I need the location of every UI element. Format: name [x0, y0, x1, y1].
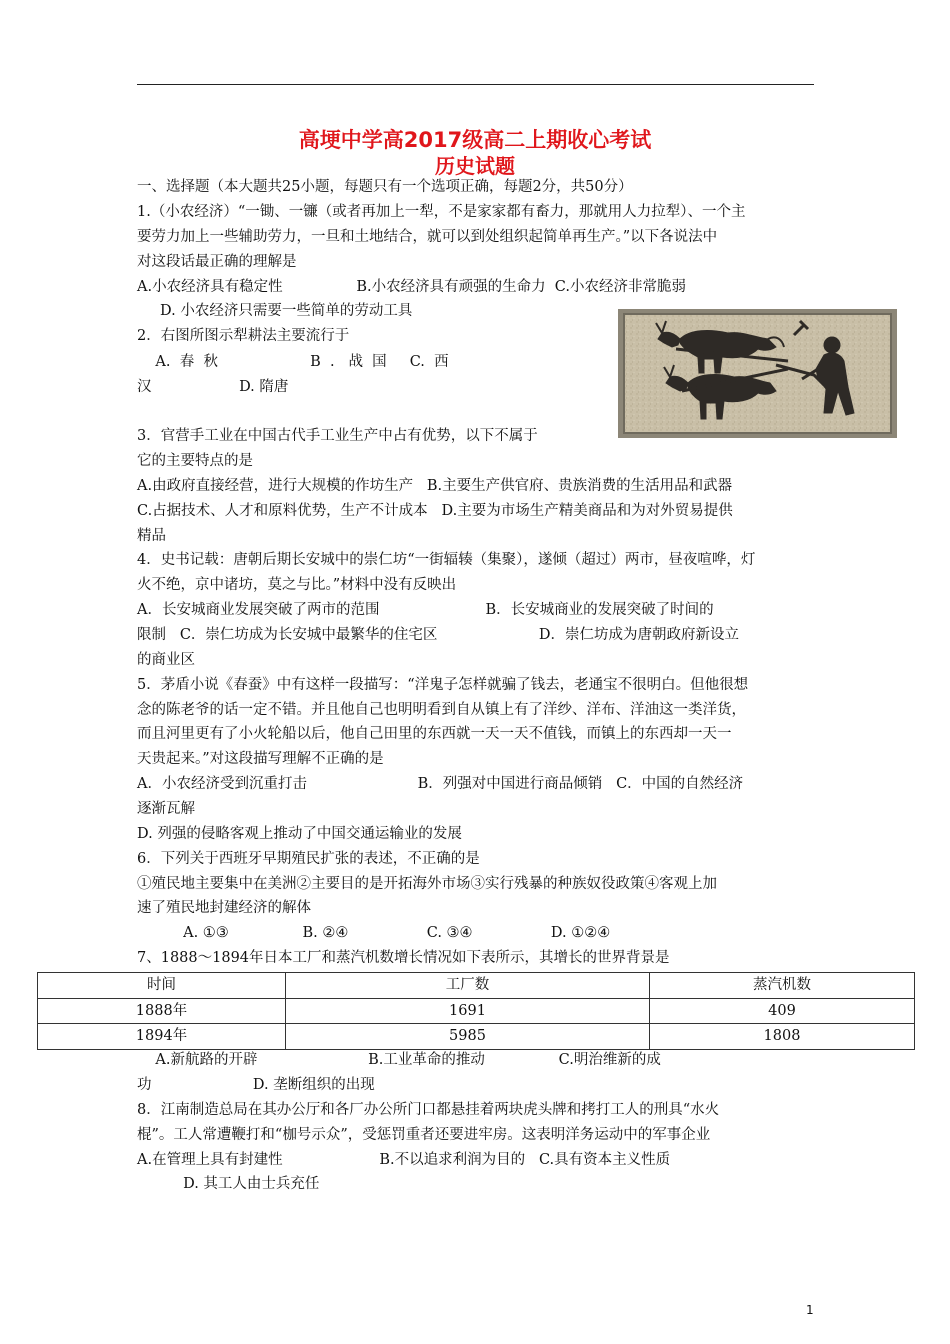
question-8-options-1: A.在管理上具有封建性 B.不以追求利润为目的 C.具有资本主义性质	[137, 1152, 671, 1168]
table-cell: 409	[768, 1003, 796, 1019]
table-header-row	[38, 973, 914, 998]
table-cell: 5985	[449, 1028, 486, 1044]
question-1-options-2: D. 小农经济只需要一些简单的劳动工具	[137, 303, 413, 319]
question-1-line-3: 对这段话最正确的理解是	[137, 254, 297, 270]
question-1-line-1: 1.（小农经济）“一锄、一镰（或者再加上一犁，不是家家都有畜力，那就用人力拉犁）、一个主	[137, 204, 746, 220]
table-row	[38, 998, 914, 1024]
question-5-options-3: D. 列强的侵略客观上推动了中国交通运输业的发展	[137, 826, 462, 842]
question-6-stem: 6．下列关于西班牙早期殖民扩张的表述，不正确的是	[137, 851, 480, 867]
question-4-options-3: 的商业区	[137, 652, 195, 668]
question-3-options-1: A.由政府直接经营，进行大规模的作坊生产 B.主要生产供官府、贵族消费的生活用品和武器	[137, 478, 733, 494]
header-rule	[137, 84, 814, 85]
question-3-options-3: 精品	[137, 528, 166, 544]
exam-title: 高埂中学高2017级高二上期收心考试	[298, 128, 652, 152]
data-table	[37, 972, 915, 1050]
question-4-line-2: 火不绝，京中诸坊，莫之与比。”材料中没有反映出	[137, 577, 457, 593]
question-3-line-2: 它的主要特点的是	[137, 453, 253, 469]
question-6-statements-1: ①殖民地主要集中在美洲②主要目的是开拓海外市场③实行残暴的种族奴役政策④客观上加	[137, 876, 717, 892]
question-5-line-3: 而且河里更有了小火轮船以后，他自己田里的东西就一天一天不值钱，而镇上的东西却一天一	[137, 726, 732, 742]
question-7-stem: 7、1888～1894年日本工厂和蒸汽机数增长情况如下表所示，其增长的世界背景是	[137, 950, 670, 966]
table-cell: 1888年	[135, 1003, 188, 1019]
question-3-line-1: 3．官营手工业在中国古代手工业生产中占有优势，以下不属于	[137, 428, 538, 444]
question-2-options-1: A. 春 秋 B . 战 国 C. 西	[137, 354, 449, 370]
question-5-options-1: A．小农经济受到沉重打击 B．列强对中国进行商品倾销 C．中国的自然经济	[137, 776, 744, 792]
section-heading: 一、选择题（本大题共25小题，每题只有一个选项正确，每题2分，共50分）	[137, 179, 633, 195]
plowing-relief-image	[618, 309, 897, 438]
question-8-options-2: D. 其工人由士兵充任	[137, 1176, 320, 1192]
question-6-options: A. ①③ B. ②④ C. ③④ D. ①②④	[137, 925, 611, 941]
question-4-options-1: A．长安城商业发展突破了两市的范围 B．长安城商业的发展突破了时间的	[137, 602, 714, 618]
table-row	[38, 1023, 914, 1049]
page-number: 1	[806, 1303, 814, 1317]
table-header-cell: 时间	[147, 977, 176, 993]
question-7-options-2: 功 D. 垄断组织的出现	[137, 1077, 375, 1093]
question-1-options-1: A.小农经济具有稳定性 B.小农经济具有顽强的生命力 C.小农经济非常脆弱	[137, 279, 686, 295]
question-2-stem: 2．右图所图示犁耕法主要流行于	[137, 328, 350, 344]
question-5-line-2: 念的陈老爷的话一定不错。并且他自己也明明看到自从镇上有了洋纱、洋布、洋油这一类洋货，	[137, 702, 746, 718]
table-header-cell: 工厂数	[445, 977, 490, 993]
question-5-line-1: 5．茅盾小说《春蚕》中有这样一段描写：“洋鬼子怎样就骗了钱去，老通宝不很明白。但他很想	[137, 677, 749, 693]
question-4-options-2: 限制 C．崇仁坊成为长安城中最繁华的住宅区 D．崇仁坊成为唐朝政府新设立	[137, 627, 739, 643]
question-8-line-1: 8．江南制造总局在其办公厅和各厂办公所门口都悬挂着两块虎头牌和拷打工人的刑具“水火	[137, 1102, 720, 1118]
question-5-options-2: 逐渐瓦解	[137, 801, 195, 817]
table-cell: 1691	[449, 1003, 486, 1019]
question-2-options-2: 汉 D. 隋唐	[137, 379, 289, 395]
question-8-line-2: 棍”。工人常遭鞭打和“枷号示众”，受惩罚重者还要进牢房。这表明洋务运动中的军事企业	[137, 1127, 711, 1143]
table-header-cell: 蒸汽机数	[753, 977, 811, 993]
exam-subtitle: 历史试题	[435, 154, 515, 178]
question-3-options-2: C.占据技术、人才和原料优势，生产不计成本 D.主要为市场生产精美商品和为对外贸易提供	[137, 503, 733, 519]
question-4-line-1: 4．史书记载：唐朝后期长安城中的崇仁坊“一街辐辏（集聚），遂倾（超过）两市，昼夜喧哗，灯	[137, 552, 756, 568]
question-6-statements-2: 速了殖民地封建经济的解体	[137, 900, 311, 916]
table-cell: 1894年	[135, 1028, 188, 1044]
question-7-options-1: A.新航路的开辟 B.工业革命的推动 C.明治维新的成	[137, 1052, 661, 1068]
question-1-line-2: 要劳力加上一些辅助劳力，一旦和土地结合，就可以到处组织起简单再生产。”以下各说法中	[137, 229, 718, 245]
table-cell: 1808	[763, 1028, 801, 1044]
question-5-line-4: 天贵起来。”对这段描写理解不正确的是	[137, 751, 384, 767]
